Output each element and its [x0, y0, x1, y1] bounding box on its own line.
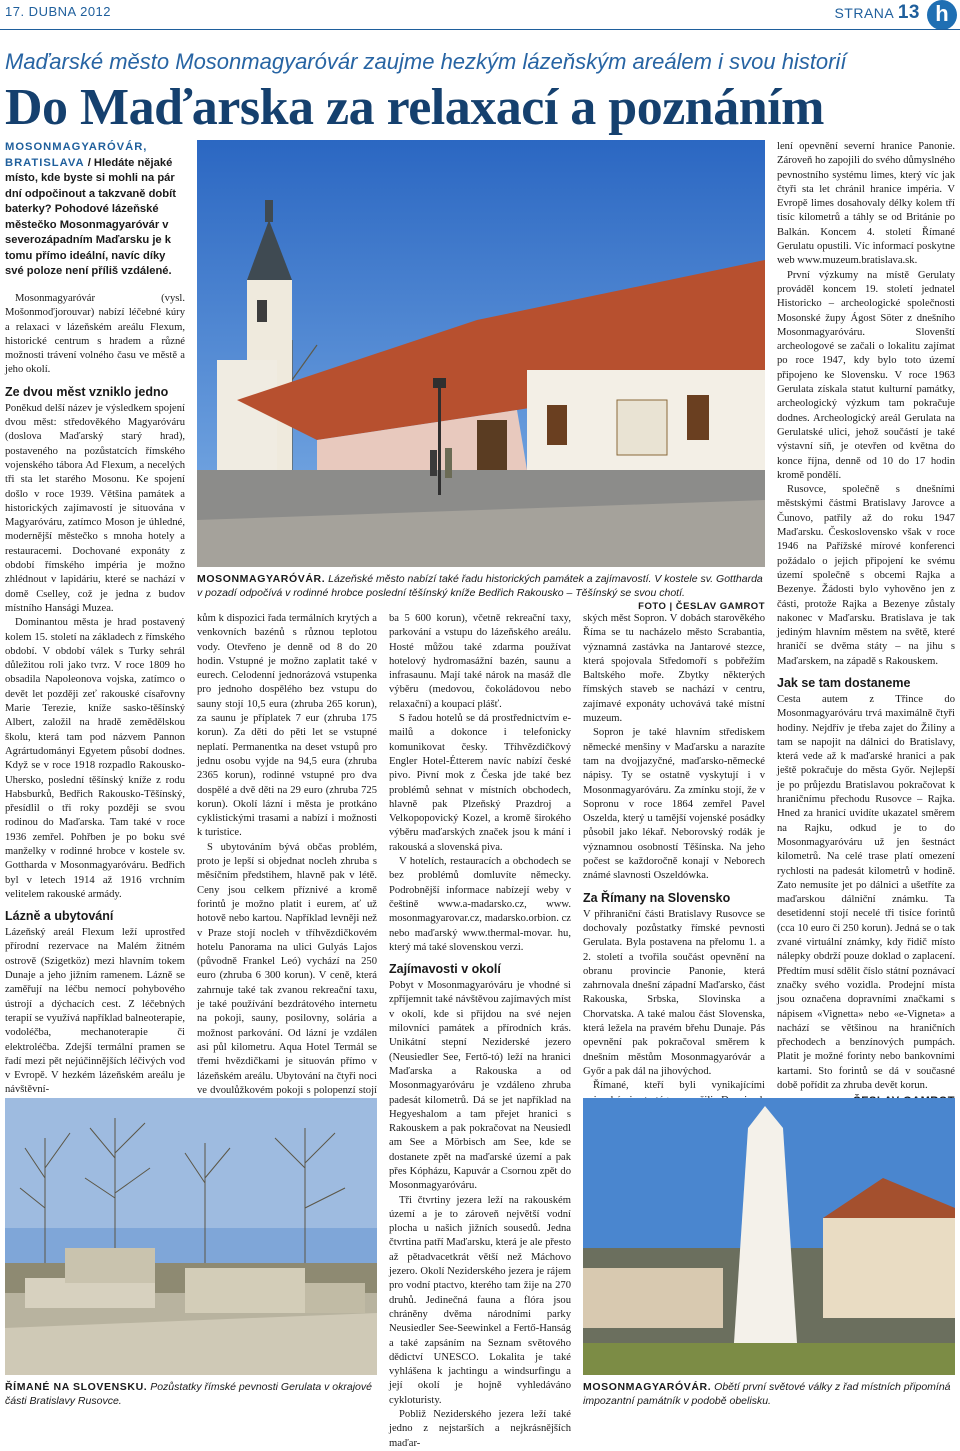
- lead-location: MOSONMAGYARÓVÁR, BRATISLAVA: [5, 141, 148, 169]
- caption-location: MOSONMAGYARÓVÁR.: [583, 1381, 712, 1393]
- page-number-label: [834, 2, 920, 24]
- column-2: [197, 612, 377, 1112]
- caption-text: Obětí první světové války z řad místních připomíná impozantní památník v podobě obelisku.: [583, 1381, 951, 1407]
- photo-credit: FOTO | ČESLAV GAMROT: [638, 601, 765, 612]
- main-photo-town-square: [197, 140, 765, 567]
- publication-logo: h: [927, 0, 957, 30]
- photo-roman-ruins: [5, 1098, 377, 1375]
- town-square-illustration: [197, 140, 765, 567]
- caption-location: MOSONMAGYARÓVÁR.: [197, 573, 326, 585]
- paragraph: Rusovce, společně s dnešními městskými částmi Bratislavy Jarovce a Čunovo, patřily až do roku 1947 Maďarsku. Československo však v roce 1946 na Pařížské mírové konferenci požádalo o jejich připojení ke svému území společně s obcemi Rajka a Bezenye. Žádosti bylo vyhověno jen z části, protože Rajka a Bezenye zůstaly nakonec v Maďarsku. Bratislava je tak jediným hlavním městem na světě, které hraničí se dvěma státy – na jihu s Maďarskem, na západě s Rakouskem.: [777, 484, 955, 667]
- caption-text: Lázeňské město nabízí také řadu historických památek a zajímavostí. V kostele sv. Gottharda v pozadí odpočívá v rodinné hrobce poslední těšínský kníže Bedřich Rakousko – Těšínský se svou chotí.: [197, 573, 763, 599]
- subheading-getting-there: Jak se tam dostaneme: [777, 675, 911, 690]
- intro-paragraph: Mosonmagyaróvár (vysl. Mošonmoďjorouvar) nabízí léčebné kúry a relaxaci v lázeňském areálu Flexum, historické centrum s hradem a různé možnosti trávení volného času ve městě a jeho okolí.: [5, 293, 185, 376]
- page-label: STRANA: [834, 5, 894, 21]
- column-5: [777, 140, 955, 1107]
- paragraph: Lázeňský areál Flexum leží uprostřed přírodní rezervace na Malém žitném ostrově (Szigetköz) mezi hlavním tokem Dunaje a jeho jižním ramenem. Lázně se zaměřují na léčbu nemocí pohybového ústrojí a dýchacích cest. Z léčebných terapií se využívá například balneoterapie, vodoléčba, mechanoterapie či elektroléčba. Zdejší termální pramen se řadí mezi pět nejúčinnějších léčivých vod v Evropě. V hezkém lázeňském areálu je návštěvní-: [5, 927, 185, 1096]
- obelisk-illustration: [583, 1098, 955, 1375]
- lead-text: / Hledáte nějaké místo, kde byste si mohli na pár dní odpočinout a takzvaně dobít baterky? Pohodové lázeňské městečko Mosonmagyaróvár v severozápadním Maďarsku je k tomu přímo ideální, navíc díky své poloze není příliš vzdálené.: [5, 156, 176, 277]
- ruins-illustration: [5, 1098, 377, 1375]
- paragraph: V hotelích, restauracích a obchodech se bez problémů domluvíte německy. Podrobnější informace nabízejí weby v češtině www.a-madarsko.cz, www. mosonmagyarovar.cz, madarsko.orbion. cz nebo maďarský www.thermal-movar. hu, který má také slovenskou verzi.: [389, 856, 571, 953]
- column-4: [583, 612, 765, 1122]
- paragraph: ba 5 600 korun), včetně rekreační taxy, parkování a vstupu do lázeňského areálu. Hosté můžou také zdarma používat hotelový hydromasážní bazén, saunu a infrasaunu. Mají také nárok na masáž dle výběru (medovou, čokoládovou nebo relaxační) a koupací plášť.: [389, 613, 571, 710]
- paragraph: kům k dispozici řada termálních krytých a venkovních bazénů s různou teplotou vody. Otevřeno je denně od 8 do 20 hodin. Vstupné je možno zaplatit také v eurech. Celodenní jednorázová vstupenka pro jednoho dospělého bez vstupu do sauny stojí 10,5 eura (zhruba 265 korun), za saunu je příplatek 7 eur (zhruba 175 korun). Za děti do pěti let se vstupné neplatí. Permanentka na deset vstupů pro jednu osobu vyjde na 94,5 eura (zhruba 2365 korun), rodinné vstupné pro dva dospělé a dvě děti na 29 euro (zhruba 725 korun). Okolí lázní i města je protkáno cyklistickými trasami a nabízí i možnosti k turistice.: [197, 613, 377, 839]
- caption-location: ŘÍMANÉ NA SLOVENSKU.: [5, 1381, 148, 1393]
- column-3: [389, 612, 571, 1451]
- article-kicker: Maďarské město Mosonmagyaróvár zaujme hezkým lázeňským areálem i svou historií: [5, 49, 847, 74]
- subheading-two-towns: Ze dvou měst vzniklo jedno: [5, 384, 169, 399]
- obelisk-photo-caption: [583, 1380, 955, 1408]
- paragraph: S řadou hotelů se dá prostřednictvím e-mailů a dokonce i telefonicky komunikovat česky. Tříhvězdičkový Engler Hotel-Étterem navíc nabízí české pivo. Pivní mok z Česka jde také bez problémů sehnat v místních obchodech, hlavně pak Plzeňský Prazdroj a Velkopopovický Kozel, a kromě širokého výběru maďarských značek jsou k mání i rakouská a slovenská piva.: [389, 713, 571, 853]
- paragraph: Dominantou města je hrad postavený kolem 15. století na základech z římského období. V období válek s Turky sehrál důležitou roli jako tvrz. V roce 1809 ho obsadila Napoleonova vojska, zatímco o devět let později zeť rakouské císařovny Marie Terezie, kníže sasko-těšínský Albert, založil na hradě zemědělskou školu, která tam pod názvem Pannon Agrártudományi Egyetem působí dodnes. Když se v roce 1918 rozpadlo Rakousko-Uhersko, poslední těšínský kníže z rodu Habsburků, Bedřich Rakousko-Těšínský, přesídlil o tři roky později se svou rodinou do Maďarska. Tam také v roce 1936 zemřel. Pohřben je po boku své manželky v rodinné hrobce v kostele sv. Gottharda v Mosonmagyaróváru. Bedřich byl v letech 1914 až 1916 vrchním velitelem rakouské armády.: [5, 617, 185, 900]
- header-rule: [0, 29, 960, 30]
- paragraph: V přihraniční části Bratislavy Rusovce se dochovaly pozůstatky římské pevnosti Gerulata. Byla postavena na přelomu 1. a 2. století a tvořila součást opevnění na obranu provincie Panonie, která zahrnovala dnešní západní Maďarsko, část Rakouska, Srbska, Slovinska a Chorvatska. A také malou část Slovenska, která ležela na pravém břehu Dunaje. Pás opevnění pak pokračoval směrem k dnešním městům Mosonmagyaróvár a Győr a pak dál na jihovýchod.: [583, 908, 765, 1077]
- subheading-nearby: Zajímavosti v okolí: [389, 962, 501, 977]
- ruins-photo-caption: [5, 1380, 377, 1408]
- paragraph: Římané, kteří byli vynikajícími: [593, 1080, 765, 1092]
- column-1: [5, 292, 185, 1098]
- subheading-spa: Lázně a ubytování: [5, 909, 114, 924]
- paragraph: lení opevnění severní hranice Panonie. Zároveň ho zapojili do svého důmyslného pevnostního systému limes, který víc jak čtyři sta let chránil hranice impéria. V Evropě limes dosahovaly délky kolem tří tisíc kilometrů a táhly se od Británie po Balkán. Koncem 4. století Římané Gerulatu opustili. Víc informací poskytne web www.muzeum.bratislava.sk.: [777, 141, 955, 267]
- article-headline: Do Maďarska za relaxací a poznáním: [5, 79, 824, 136]
- paragraph: Pobyt v Mosonmagyaróváru je vhodné si zpříjemnit také návštěvou zajímavých míst v okolí, kde si přijdou na své nejen milovníci památek a přírodních krás. Unikátní stepní Neziderské jezero (Neusiedler See, Fertő-tó) leží na hranici Maďarska a Rakouska a od Mosonmagyaróváru je vzdáleno zhruba padesát kilometrů. Dá se jet například na Hegyeshalom a tam přejet hranici s Rakouskem a pak pokračovat na Neusiedl am See a Mörbisch am See, kde se dostanete zpět na maďarské území a pak přes Kópházu, Kapuvár a Csornou zpět do Mosonmagyaróváru.: [389, 980, 571, 1192]
- paragraph: První výzkumy na místě Gerulaty prováděl koncem 19. století jednatel Historicko – archeologické společnosti Mosonské župy Ágost Söter z dnešního Mosonmagyaróváru. Slovenští archeologové se začali o lokalitu zajímat po roce 1947, kdy bylo toto území připojeno ke Slovensku. V roce 1963 Gerulata získala statut kulturní památky, archeologický výzkum tam pokračuje dodnes. Archeologický areál Gerulata na Gerulatské ulici, jehož součástí je také výstavní síň, je otevřen od května do konce října, denně od 10 do 17 hodin kromě pondělí.: [777, 269, 955, 481]
- paragraph: Poněkud delší název je výsledkem spojení dvou měst: středověkého Magyaróváru (doslova Maďarský starý hrad), postaveného na pozůstatcích římského vojenského tábora Ad Flexum, a necelých tři sta let starého Mosonu. Ke spojení došlo v roce 1939. Většina památek a historických zajímavostí je situována v Magyaróváru, zatímco Moson je úhledné, modernější městečko s mnoha hotely a restauracemi. Dochované exponáty z období římského impéria je možno zhlédnout v lapidáriu, které se nachází v domě Cselley, což je jedna z budov místního Hansági Muzea.: [5, 402, 185, 614]
- paragraph: Sopron je také hlavním střediskem německé menšiny v Maďarsku a narazíte tam na dvojjazyčné, maďarsko-německé nápisy. Ty se ostatně vyskytují i v Mosonmagyaróváru. Za zmínku stojí, že v Sopronu v roce 1864 zemřel Pavel Oszelda, který u tamější vojenské posádky působil jako lékař. Neborovský rodák je významnou osobností Těšínska. Na jeho počest se každoročně konají v Neborech známé slavnosti Oszeldówka.: [583, 727, 765, 882]
- paragraph: Tři čtvrtiny jezera leží na rakouském území a je to zároveň největší vodní plocha u našich jižních sousedů. Jedna čtvrtina patří Maďarsku, která je ale přesto až pětadvacetkrát větší než Máchovo jezero. Okolí Neziderského jezera je rájem pro vodní ptactvo, kterého tam žije na 270 druhů. Jedinečná fauna a flóra jsou chráněny dvěma národními parky Neusiedler See-Seewinkel a Fertő-Hanság a také zapsáním na Seznam světového dědictví UNESCO. Lokalita je také vyhlášena k jachtingu a windsurfingu a její okolí je hojně vyhledáváno cykloturisty.: [389, 1194, 571, 1406]
- paragraph: Pobliž Neziderského jezera leží také jedno z nejstarších a nejkrásnějších maďar-: [389, 1409, 571, 1449]
- page-number: 13: [897, 2, 920, 23]
- subheading-romans: Za Římany na Slovensko: [583, 890, 731, 905]
- caption-text: Pozůstatky římské pevnosti Gerulata v okrajové části Bratislavy Rusovce.: [5, 1381, 372, 1407]
- issue-date: 17. DUBNA 2012: [5, 4, 112, 19]
- paragraph: S ubytováním bývá občas problém, proto je lepší si objednat nocleh zhruba s měsíčním předstihem, hlavně pak v létě. Ceny jsou celkem příznivé a kromě forintů je možno platit i eurem, ať už hotově nebo kartou. Například levněji než v Praze stojí nocleh v tříhvězdičkovém hotelu Panorama na ulici Gulyás Lajos (původně Frankel Leó) vychází na 250 euro (zhruba 6 300 korun). V ceně, která zahrnuje také tak zvanou rekreační taxu, je také používání bezdrátového internetu na pokoji, sauny, posilovny, solária a možnost parkování. Od lázní je vzdálen asi půl kilometru. Aqua Hotel Termál se třemi hvězdičkami je situován přímo v lázeňském areálu. Ubytování na čtyři noci ve dvoulůžkovém pokoji s polopenzí stojí: [197, 841, 377, 1096]
- main-photo-caption: [197, 572, 765, 614]
- paragraph: Cesta autem z Třince do Mosonmagyaróváru trvá maximálně čtyři hodiny. Nejdřív je třeba zajet do Žiliny a tam se napojit na dálnici do Bratislavy, která vede až k maďarské hranici a pak ještě pokračuje do města Győr. Nejlepší je po průjezdu Bratislavou pokračovat k hraničnímu přechodu Rusovce – Rajka. Hned za hranicí uvidíte ukazatel směrem na Rajku, odkud je to do Mosonmagyaróváru už jen šestnáct kilometrů. Na celé trase platí omezení rychlosti na padesát kilometrů v hodině. Zato nemusíte jet po dálnici a ušetříte za maďarskou dálniční známku. Ta desetidenní stojí necelé tři tisíce forintů (cca 10 euro či 250 korun). Jedná se o tak zvané virtuální známky, kdy řidič místo nálepky obdrží pouze doklad o zaplacení. Předtím musí sdělit číslo státní poznávací značky svého vozidla. Prodejní místa jsou označena dopravními značkami s nápisem «Vignetta» nebo «e-Vigneta» a nachází se většinou na hraničních přechodech a benzínových pumpách. Platit je možné forinty nebo bankovními kartami. Sto forintů se dá v současné době pořídit za zhruba devět korun.: [777, 693, 955, 1091]
- article-lead: [5, 140, 185, 280]
- photo-war-memorial-obelisk: [583, 1098, 955, 1375]
- paragraph: ských měst Sopron. V dobách starověkého Říma se tu nacházelo město Scrabantia, významná zastávka na Jantarové stezce, která spojovala Středomoří s pobřežím Baltského moře. Zbytky některých římských staveb se nachází v centru, zajímavé exponáty uchovává také místní muzeum.: [583, 613, 765, 725]
